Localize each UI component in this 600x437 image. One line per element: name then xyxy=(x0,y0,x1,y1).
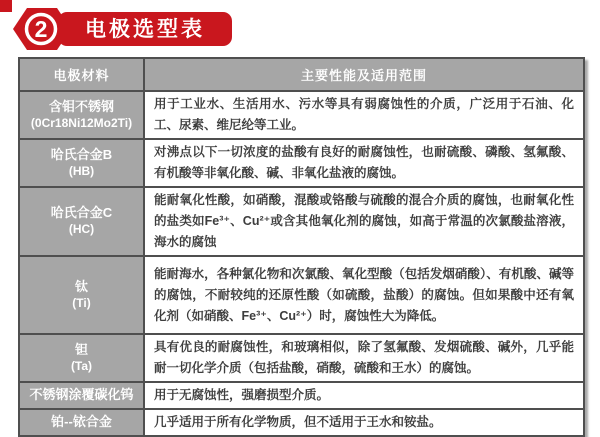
material-code: (HB) xyxy=(68,163,95,178)
material-cell xyxy=(19,139,144,187)
table-row xyxy=(19,139,584,187)
material-name: 哈氏合金C xyxy=(50,205,113,221)
material-code: (HC) xyxy=(68,222,95,237)
material-cell xyxy=(19,334,144,382)
material-cell xyxy=(19,91,144,139)
material-name: 不锈钢涂覆碳化钨 xyxy=(29,387,134,403)
material-name: 含钼不锈钢 xyxy=(48,98,114,114)
material-cell xyxy=(19,187,144,256)
column-header-performance: 主要性能及适用范围 xyxy=(144,58,584,91)
table-row xyxy=(19,382,584,409)
material-name: 钽 xyxy=(74,341,88,357)
column-header-material: 电极材料 xyxy=(19,58,144,91)
section-title-banner xyxy=(58,12,232,46)
material-name: 铂--铱合金 xyxy=(51,414,112,430)
material-cell xyxy=(19,382,144,409)
description-cell: 对沸点以下一切浓度的盐酸有良好的耐腐蚀性，也耐硫酸、磷酸、氢氟酸、有机酸等非氧化酸、碱、非氧化盐液的腐蚀。 xyxy=(144,139,584,187)
material-cell xyxy=(19,409,144,436)
description-cell: 能耐氧化性酸，如硝酸，混酸或铬酸与硫酸的混合介质的腐蚀，也耐氧化性的盐类如Fe³⁺、Cu²⁺或含其他氧化剂的腐蚀，如高于常温的次氯酸盐溶液，海水的腐蚀 xyxy=(144,187,584,256)
material-name: 哈氏合金B xyxy=(50,146,113,162)
description-cell: 能耐海水，各种氯化物和次氯酸、氧化型酸（包括发烟硝酸）、有机酸、碱等的腐蚀，不耐较纯的还原性酸（如硫酸，盐酸）的腐蚀。但如果酸中还有氧化剂（如硝酸、Fe³⁺、Cu²⁺）时，腐蚀性大为降低。 xyxy=(144,256,584,334)
description-cell: 用于无腐蚀性，强磨损型介质。 xyxy=(144,382,584,409)
section-title: 电极选型表 xyxy=(85,17,205,41)
material-cell xyxy=(19,256,144,334)
table-body xyxy=(19,91,584,436)
table-row xyxy=(19,91,584,139)
table-row xyxy=(19,187,584,256)
corner-square-decoration xyxy=(0,0,12,12)
table-header-row xyxy=(19,58,584,91)
table-row xyxy=(19,256,584,334)
table-row xyxy=(19,409,584,436)
description-cell: 用于工业水、生活用水、污水等具有弱腐蚀性的介质，广泛用于石油、化工、尿素、维尼纶等工业。 xyxy=(144,91,584,139)
material-code: (0Cr18Ni12Mo2Ti) xyxy=(30,115,133,130)
material-name: 钛 xyxy=(74,278,88,294)
material-code: (Ta) xyxy=(70,358,93,373)
badge-number: 2 xyxy=(34,16,48,42)
electrode-selection-table xyxy=(18,57,585,437)
description-cell: 具有优良的耐腐蚀性，和玻璃相似，除了氢氟酸、发烟硫酸、碱外，几乎能耐一切化学介质（包括盐酸，硝酸，硫酸和王水）的腐蚀。 xyxy=(144,334,584,382)
description-cell: 几乎适用于所有化学物质，但不适用于王水和铵盐。 xyxy=(144,409,584,436)
section-number-badge xyxy=(12,5,72,53)
material-code: (Ti) xyxy=(72,295,91,310)
table-row xyxy=(19,334,584,382)
